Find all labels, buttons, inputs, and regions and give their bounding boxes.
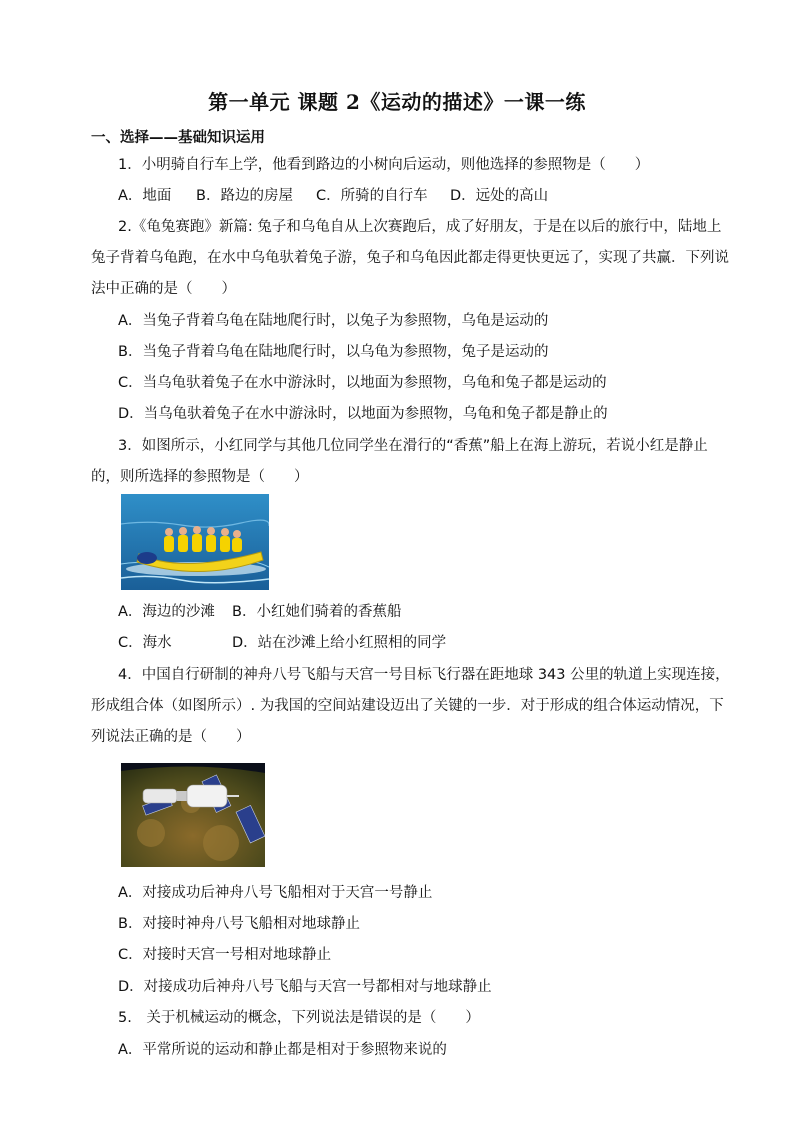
q3-option-a: A．海边的沙滩 [118, 604, 215, 620]
q1-option-b: B．路边的房屋 [196, 188, 293, 204]
banana-boat-photo [121, 494, 269, 590]
spacecraft-docking-photo [121, 763, 265, 867]
q2-option-b: B．当兔子背着乌龟在陆地爬行时，以乌龟为参照物，兔子是运动的 [118, 344, 549, 360]
q4-option-b: B．对接时神舟八号飞船相对地球静止 [118, 916, 360, 932]
q3-option-c: C．海水 [118, 635, 172, 651]
q2-option-a: A．当兔子背着乌龟在陆地爬行时，以兔子为参照物，乌龟是运动的 [118, 313, 549, 329]
q1-option-d: D．远处的高山 [450, 188, 549, 204]
q1-option-c: C．所骑的自行车 [316, 188, 428, 204]
question-4-stem-line-2: 形成组合体（如图所示）. 为我国的空间站建设迈出了关键的一步．对于形成的组合体运动情况，下 [91, 698, 724, 714]
question-2-stem-line-3: 法中正确的是（ ） [91, 281, 236, 297]
q3-option-d: D．站在沙滩上给小红照相的同学 [232, 635, 447, 651]
question-4-stem-line-3: 列说法正确的是（ ） [91, 729, 251, 745]
q2-option-c: C．当乌龟驮着兔子在水中游泳时，以地面为参照物，乌龟和兔子都是运动的 [118, 375, 607, 391]
question-1-stem: 1．小明骑自行车上学，他看到路边的小树向后运动，则他选择的参照物是（ ） [118, 157, 650, 173]
q4-option-c: C．对接时天宫一号相对地球静止 [118, 947, 332, 963]
question-3-stem-line-2: 的，则所选择的参照物是（ ） [91, 469, 309, 485]
section-heading: 一、选择——基础知识运用 [91, 130, 265, 146]
q1-option-a: A．地面 [118, 188, 172, 204]
question-1-options [118, 186, 548, 206]
q3-option-b: B．小红她们骑着的香蕉船 [232, 604, 402, 620]
question-2-stem-line-1: 2.《龟兔赛跑》新篇: 兔子和乌龟自从上次赛跑后，成了好朋友，于是在以后的旅行中，陆地上 [118, 219, 722, 235]
question-2-stem-line-2: 兔子背着乌龟跑，在水中乌龟驮着兔子游，兔子和乌龟因此都走得更快更远了，实现了共赢．下列说 [91, 250, 729, 266]
question-3-options-row-2 [118, 633, 446, 653]
question-5-stem: 5. 关于机械运动的概念，下列说法是错误的是（ ） [118, 1010, 480, 1026]
question-3-stem-line-1: 3．如图所示，小红同学与其他几位同学坐在滑行的“香蕉”船上在海上游玩，若说小红是静止 [118, 438, 708, 454]
q5-option-a: A．平常所说的运动和静止都是相对于参照物来说的 [118, 1042, 447, 1058]
q4-option-d: D．对接成功后神舟八号飞船与天宫一号都相对与地球静止 [118, 979, 492, 995]
question-3-options-row-1 [118, 602, 401, 622]
page-title: 第一单元 课题 2《运动的描述》一课一练 [208, 90, 586, 114]
q2-option-d: D．当乌龟驮着兔子在水中游泳时，以地面为参照物，乌龟和兔子都是静止的 [118, 406, 608, 422]
question-4-stem-line-1: 4．中国自行研制的神舟八号飞船与天宫一号目标飞行器在距地球 343 公里的轨道上实现连接， [118, 667, 730, 683]
q4-option-a: A．对接成功后神舟八号飞船相对于天宫一号静止 [118, 885, 433, 901]
